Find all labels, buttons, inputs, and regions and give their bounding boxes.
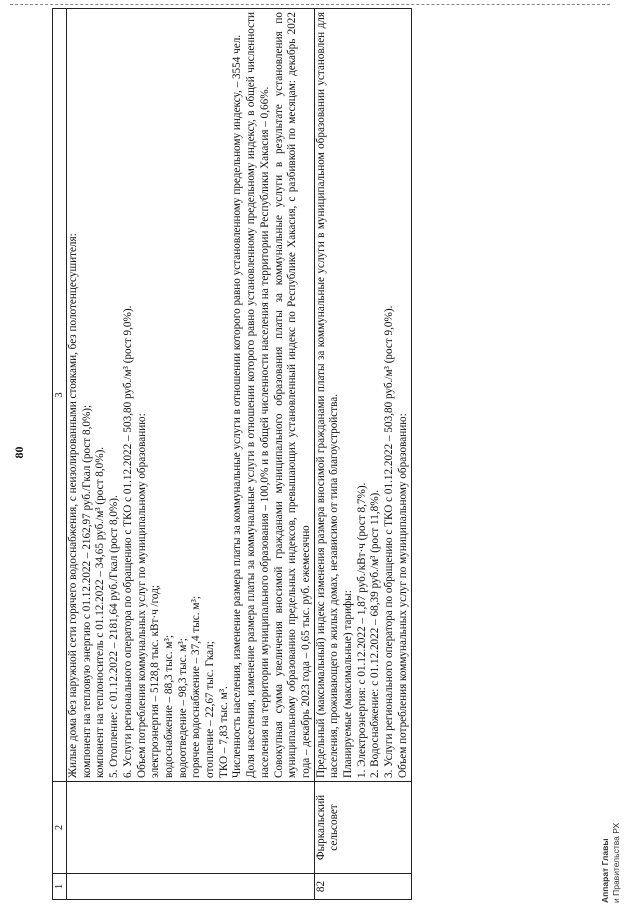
description-line: Предельный (максимальный) индекс изменения размера вносимой гражданами платы за коммунальные услуги в муниципальном образовании установлен для населения, проживающего в жилых домах, независимо от типа благоустройства. [314, 12, 341, 778]
organization-line-2: и Правительства РХ [611, 822, 621, 903]
page-number: 80 [12, 446, 26, 459]
description-line: 5. Отопление: с 01.12.2022 – 2181,64 руб./Гкал (рост 8,0%). [108, 495, 121, 778]
description-line: Планируемые (максимальные) тарифы: [342, 590, 355, 778]
description-line: горячее водоснабжение – 37,4 тыс. м³; [190, 596, 203, 778]
description-line: Численность населения, изменение размера платы за коммунальные услуги в отношении которого равно установленному предельному индексу, – 3554 чел. [231, 34, 244, 778]
description-line: электроэнергия – 5128,8 тыс. кВт·ч /год; [149, 585, 162, 778]
description-line: 2. Водоснабжение: с 01.12.2022 – 68,39 руб./м³ (рост 11,8%). [369, 489, 382, 778]
description-line: ТКО – 7,83 тыс. м³. [217, 686, 230, 778]
description-line: водоснабжение – 88,3 тыс. м³; [162, 635, 175, 778]
description-line: отопление – 22,67 тыс. Гкал; [204, 641, 217, 778]
row-number: 82 [314, 874, 411, 900]
row-number [67, 874, 315, 900]
table-row [314, 9, 411, 900]
description-line: Совокупная сумма увеличения вносимой гражданами муниципального образования платы за коммунальные услуги в результате установления по муниципальному образованию предельных индексов, превышающих установленный индекс по Республике Хакасия, с разбивкой по месяцам: декабрь 2022 года – декабрь 2023 года – 0,65 тыс. руб. ежемесячно [272, 12, 312, 778]
description-line: компонент на тепловую энергию с 01.12.2022 – 2162,97 руб./Гкал (рост 8,0%); [80, 404, 93, 778]
header-col-3: 3 [53, 9, 67, 782]
header-col-1: 1 [53, 874, 67, 900]
scan-edge-line [10, 4, 610, 5]
description-line: Объем потребления коммунальных услуг по муниципальному образованию: [135, 413, 148, 778]
table-header-row [53, 9, 67, 900]
description-line: Доля населения, изменение размера платы за коммунальные услуги в отношении которого равно установленному предельному индексу, в общей численности населения на территории муниципального образования – 100,0% и в общей численности населения на территории Республики Хакасия – 0,66%. [245, 12, 271, 778]
description-line: компонент на теплоноситель с 01.12.2022 – 34,65 руб./м³ (рост 8,0%). [94, 446, 107, 778]
organization-line-1: Аппарат Главы [600, 838, 610, 903]
description-line: 1. Электроэнергия: с 01.12.2022 – 1,87 руб./кВт·ч (рост 8,7%). [355, 482, 368, 778]
description-line: Объем потребления коммунальных услуг по муниципальному образованию: [396, 413, 409, 778]
tariff-description [314, 9, 411, 782]
description-line: 3. Услуги регионального оператора по обращению с ТКО с 01.12.2022 – 503,80 руб./м³ (рост 9,0%). [383, 305, 396, 778]
description-line: 6. Услуги регионального оператора по обращению с ТКО с 01.12.2022 – 503,80 руб./м³ (рост 9,0%). [121, 305, 134, 778]
header-col-2: 2 [53, 782, 67, 874]
tariff-table [52, 8, 412, 900]
table-row [67, 9, 315, 900]
municipality-name: Фыркальский сельсовет [314, 782, 411, 874]
description-line: водоотведение – 98,3 тыс. м³; [176, 638, 189, 778]
organization-label [600, 823, 622, 903]
description-line: Жилые дома без наружной сети горячего водоснабжения, с неизолированными стояками, без полотенцесушителя: [67, 233, 79, 778]
tariff-description [67, 9, 315, 782]
municipality-name [67, 782, 315, 874]
